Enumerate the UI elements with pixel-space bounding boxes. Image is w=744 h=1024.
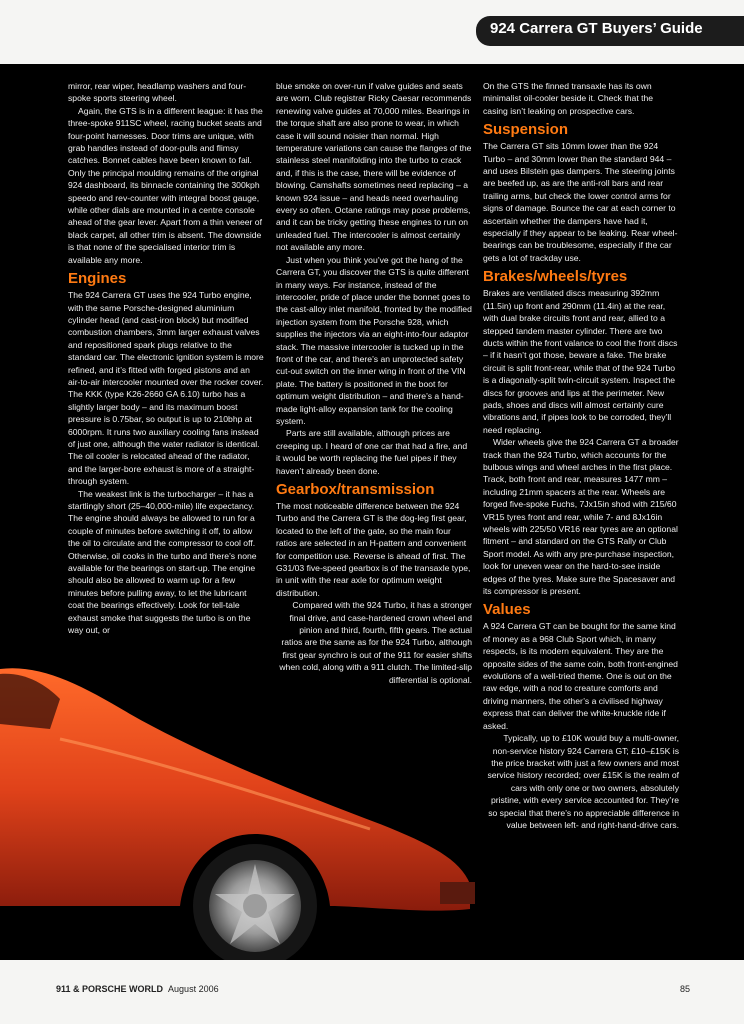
paragraph: mirror, rear wiper, headlamp washers and four-spoke sports steering wheel. [68,81,247,104]
page-header-title: 924 Carrera GT Buyers’ Guide [490,20,703,37]
footer-magazine: 911 & PORSCHE WORLD [56,984,164,994]
paragraph: blue smoke on over-run if valve guides and seats are worn. Club registrar Ricky Caesar recommends renewing valve guides at 70,000 miles. Bearings in the torque shaft are also prone to wear, in which case it will sound noisier than normal. High temperature variations can cause the flanges of the stainless steel manifolding into the turbo to crack and, if this is the case, there will be evidence of blowing. Camshafts sometimes need replacing – a known 924 issue – and heads need overhauling every so often. Octane ratings may pose problems, and it can be tricky getting these engines to run on unleaded fuel. The intercooler is almost certainly not available any more. [276,81,472,253]
paragraph: Compared with the 924 Turbo, it has a stronger final drive, and case-hardened crown wheel and pinion and third, fourth, fifth gears. The actual ratios are the same as for the 924 Turbo, although first gear synchro is out of the 911 for easier shifts when cold, along with a 911 clutch. The limited-slip differential is optional. [279,600,472,685]
paragraph: A 924 Carrera GT can be bought for the same kind of money as a 968 Club Sport which, in many respects, is its modern equivalent. They are the opposite sides of the same coin, both front-engined evolutions of a well-tried theme. One is out on the raw edge, with a nod to creature comforts and driving manners, the other’s a civilised highway express that can deliver the white-knuckle ride if asked. [483,621,678,731]
car-photo [0,644,500,960]
heading-engines: Engines [68,270,127,288]
heading-suspension: Suspension [483,121,569,139]
column-2 [276,80,472,686]
article-panel [0,64,744,960]
car-bumper [440,882,475,904]
paragraph: The Carrera GT sits 10mm lower than the 924 Turbo – and 30mm lower than the standard 944 – and uses Bilstein gas dampers. The steering joints are beefed up, as are the anti-roll bars and rear trailing arms, but check the lower control arms for signs of damage. Bounce the car at each corner to ascertain whether the dampers have had it, especially if they appear to be leaking. Rear wheel-bearings can be troublesome, especially if the car gets a lot of trackday use. [483,141,678,263]
paragraph: Again, the GTS is in a different league: it has the three-spoke 911SC wheel, racing bucket seats and four-point harnesses. Door trims are unique, with grab handles instead of door-pulls and flimsy catches. Bonnet cables have been known to fail. Only the principal moulding remains of the original 924 dashboard, its binnacle containing the 300kph speedo and rev-counter with integral boost gauge, while other dials are mounted in a centre console ahead of the gear lever. Apart from a thin veneer of black carpet, all other trim is absent. The downside is that none of the specialised interior trim is available any more. [68,105,263,265]
paragraph: Just when you think you’ve got the hang of the Carrera GT, you discover the GTS is quite different in many ways. For instance, instead of the intercooler, pride of place under the bonnet goes to the cast-alloy inlet manifold, fronted by the modified injection system from the Porsche 928, which supplies the injectors via an eight-into-four adaptor stack. The massive intercooler is tucked up in the front of the car, and there’s an unprotected safety cut-out switch on the inner wing in front of the VIN plate. The battery is positioned in the boot for optimum weight distribution – and there’s a hand-made light-alloy expansion tank for the cooling system. [276,254,472,426]
footer-issue: August 2006 [168,984,219,994]
paragraph: Typically, up to £10K would buy a multi-owner, non-service history 924 Carrera GT; £10–£15K is the price bracket with just a few owners and most service history recorded; over £15K is the realm of cars with only one or two owners, absolutely pristine, with every service accounted for. They’re so special that there’s no appreciable difference in value between left- and right-hand-drive cars. [487,733,679,830]
paragraph: Parts are still available, although prices are creeping up. I heard of one car that had a fire, and it would be worth replacing the fuel pipes if they haven’t already been done. [276,428,468,476]
paragraph: On the GTS the finned transaxle has its own minimalist oil-cooler beside it. Check that the casing isn’t leaking on prospective cars. [483,81,654,116]
heading-brakes: Brakes/wheels/tyres [483,268,628,286]
paragraph: Brakes are ventilated discs measuring 392mm (11.5in) up front and 290mm (11.4in) at the rear, with dual brake circuits front and rear, allied to a stepped tandem master cylinder. There are two ducts within the front valance to cool the front discs – if it hasn’t got those, beware a fake. The brake circuit is split front-rear, while that of the 924 Turbo is a diagonally-split twin-circuit system. Inspect the discs for grooves and lips at the perimeter. New pads, shoes and discs will almost certainly cure vibrations and, if pipes look to be corroded, they’ll need replacing. [483,288,678,435]
paragraph: The 924 Carrera GT uses the 924 Turbo engine, with the same Porsche-designed aluminium cylinder head (and cast-iron block) but modified combustion chambers, 3mm larger exhaust valves and repositioned spark plugs relative to the standard car. The electronic ignition system is more refined, and it’s fitted with forged pistons and an air-to-air intercooler mounted over the rocker cover. The KKK (type K26-2660 GA 6.10) turbo has a slightly larger body – and its maximum boost pressure is 0.75bar, so output is up to 210bhp at 6000rpm. It runs two auxiliary cooling fans instead of just one, although the water radiator is identical. The oil cooler is relocated ahead of the radiator, and the larger-bore exhaust is more of a straight-through system. [68,290,264,487]
paragraph: Wider wheels give the 924 Carrera GT a broader track than the 924 Turbo, which accounts for the bulbous wings and wheel arches in the first place. Track, both front and rear, measures 1477 mm – including 21mm spacers at the rear. Wheels are forged five-spoke Fuchs, 7Jx15in shod with 215/60 VR15 tyres front and rear, while 7- and 8Jx16in wheels with 225/50 VR16 rear tyres are an optional fitment – and standard on the GTS Rally or Club Sport model. As with any pre-purchase inspection, look for uneven wear on the hard-to-see inside edges of the tyres. Make sure the Spacesaver and its compressor is present. [483,437,679,597]
heading-values: Values [483,601,531,619]
paragraph: The most noticeable difference between the 924 Turbo and the Carrera GT is the dog-leg first gear, located to the left of the gate, so the main four ratios are selected in an H-pattern and convenient for competition use. Reverse is ahead of first. The G31/03 five-speed gearbox is of the transaxle type, in unit with the rear axle for optimum weight distribution. [276,501,471,598]
paragraph: The weakest link is the turbocharger – it has a startlingly short (25–40,000-mile) life expectancy. The engine should always be allowed to run for a couple of minutes before switching it off, to allow the oil to circulate and the compressor to cool off. Otherwise, oil cooks in the turbo and there’s none available for the bearings on start-up. The engine should also be allowed to warm up for a few minutes before pulling away, to let the lubricant coat the bearings effectively. Look for tell-tale exhaust smoke that suggests the turbo is on the way out, or [68,488,257,636]
page-number: 85 [680,984,691,994]
column-3 [483,80,679,831]
heading-gearbox: Gearbox/transmission [276,481,435,498]
column-1 [68,80,264,636]
footer-publication [56,984,219,994]
